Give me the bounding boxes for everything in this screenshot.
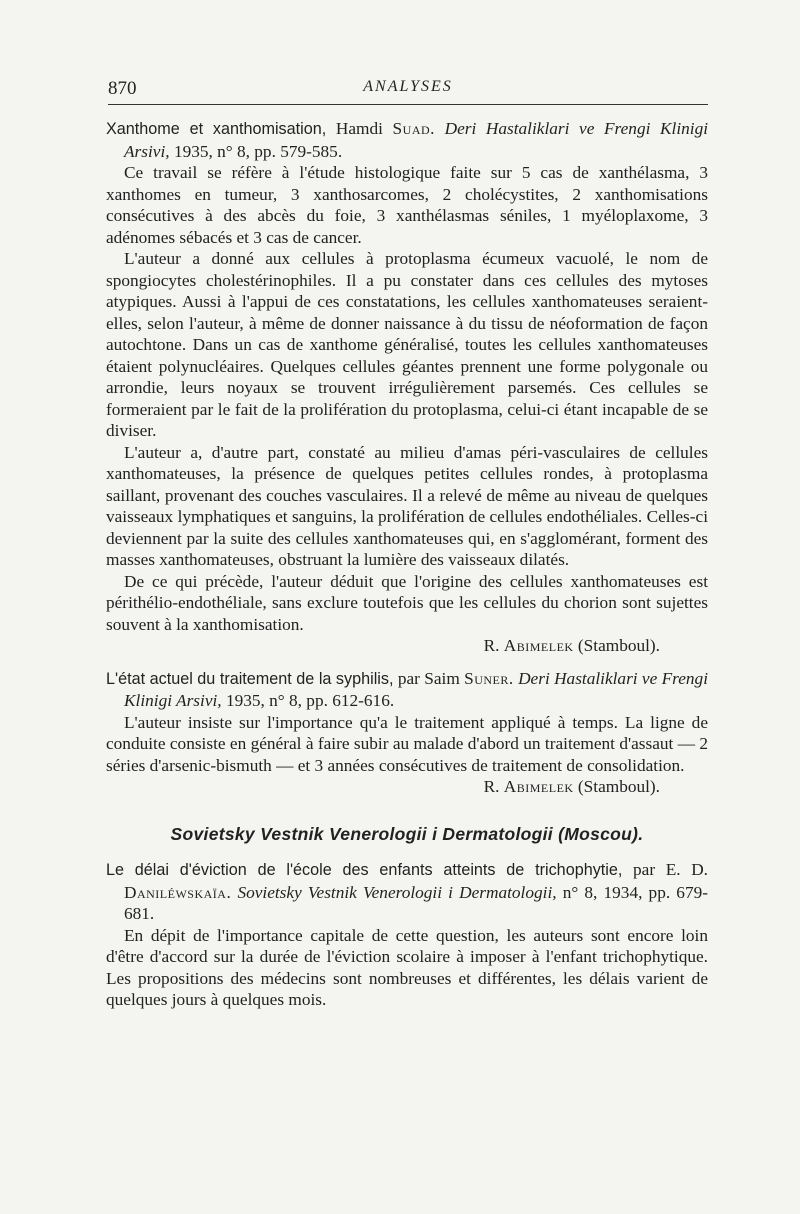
paragraph: L'auteur insiste sur l'importance qu'a le traitement appliqué à temps. La ligne de conduite consiste en général à faire subir au malade d'abord un traitement d'assaut — 2 séries d'arsenic-bismuth — et 3 années consécutives de traitement de consolidation. [106, 712, 708, 775]
author-last-name: Suad. [392, 119, 435, 138]
article-heading [106, 668, 708, 712]
running-title: ANALYSES [363, 78, 453, 95]
author-prefix: par Saim [397, 668, 460, 688]
page-header [108, 78, 708, 105]
page-content [106, 118, 708, 1011]
citation: n° 8, 1934, pp. 679-681. [124, 882, 708, 923]
paragraph: De ce qui précède, l'auteur déduit que l'origine des cellules xanthomateuses est périthélio-endothéliale, sans exclure toutefois que les cellules du chorion sont sujettes souvent à la xanthomisation. [106, 571, 708, 634]
article-trichophytie [106, 859, 708, 1011]
paragraph: Ce travail se réfère à l'étude histologique faite sur 5 cas de xanthélasma, 3 xanthomes en tumeur, 3 xanthosarcomes, 2 cholécystites, 2 xanthomisations consécutives à des abcès du foie, 3 xanthélasmas séniles, 1 myéloplaxome, 3 adénomes sébacés et 3 cas de cancer. [106, 163, 708, 247]
signature-name: Abimelek [503, 636, 574, 655]
journal-name: Deri Hastaliklari ve Frengi Klinigi Arsivi, [124, 119, 709, 161]
signature-place: (Stamboul). [577, 636, 660, 655]
signature [106, 635, 708, 657]
signature [106, 776, 708, 798]
signature-initial: R. [483, 636, 500, 655]
paragraph: L'auteur a, d'autre part, constaté au milieu d'amas péri-vasculaires de cellules xanthomateuses, la présence de quelques petites cellules rondes, à protoplasma saillant, provenant des couches vasculaires. Il a relevé de même au niveau de quelques vaisseaux lymphatiques et sanguins, la prolifération de cellules endothéliales. Celles-ci deviennent par la suite des cellules xanthomateuses qui, en s'agglomérant, forment des masses xanthomateuses, obstruant la lumière des vaisseaux dilatés. [106, 442, 708, 569]
author-last-name: Daniléwskaïa. [124, 882, 232, 902]
citation: 1935, n° 8, pp. 612-616. [225, 691, 395, 710]
paragraph: L'auteur a donné aux cellules à protoplasma écumeux vacuolé, le nom de spongiocytes cholestérinophiles. Il a pu constater dans ces cellules des mytoses atypiques. Aussi à l'appui de ces constatations, les cellules xanthomateuses seraient-elles, selon l'auteur, à même de donner naissance à du tissu de néoformation de façon autochtone. Dans un cas de xanthome généralisé, toutes les cellules xanthomateuses étaient polynucléaires. Quelques cellules géantes prennent une forme polygonale ou arrondie, leurs noyaux se trouvent irrégulièrement parsemés. Ces cellules se formeraient par le fait de la prolifération du protoplasma, celui-ci étant incapable de se diviser. [106, 249, 708, 440]
citation: 1935, n° 8, pp. 579-585. [173, 141, 343, 161]
journal-name: Sovietsky Vestnik Venerologii i Dermatologii, [237, 882, 557, 902]
author-last-name: Suner. [464, 668, 514, 688]
article-title: Xanthome et xanthomisation, [106, 120, 327, 138]
article-syphilis [106, 668, 708, 798]
signature-name: Abimelek [503, 777, 574, 796]
article-xanthome [106, 118, 708, 657]
signature-initial: R. [483, 777, 500, 796]
article-heading [106, 118, 708, 162]
journal-name: Deri Hastaliklari ve Frengi Klinigi Arsivi, [124, 668, 708, 710]
article-title: Le délai d'éviction de l'école des enfants atteints de trichophytie, [106, 861, 623, 879]
paragraph: En dépit de l'importance capitale de cette question, les auteurs sont encore loin d'être d'accord sur la durée de l'éviction scolaire à imposer à l'enfant trichophytique. Les propositions des médecins sont nombreuses et différentes, les délais varient de quelques jours à quelques mois. [106, 925, 708, 1009]
article-title: L'état actuel du traitement de la syphilis, [106, 669, 394, 688]
page-number: 870 [108, 78, 137, 99]
signature-place: (Stamboul). [577, 777, 660, 796]
article-heading [106, 859, 708, 925]
author-first-name: Hamdi [335, 119, 383, 138]
section-heading: Sovietsky Vestnik Venerologii i Dermatologii (Moscou). [170, 823, 644, 844]
author-prefix: par E. D. [633, 860, 708, 879]
